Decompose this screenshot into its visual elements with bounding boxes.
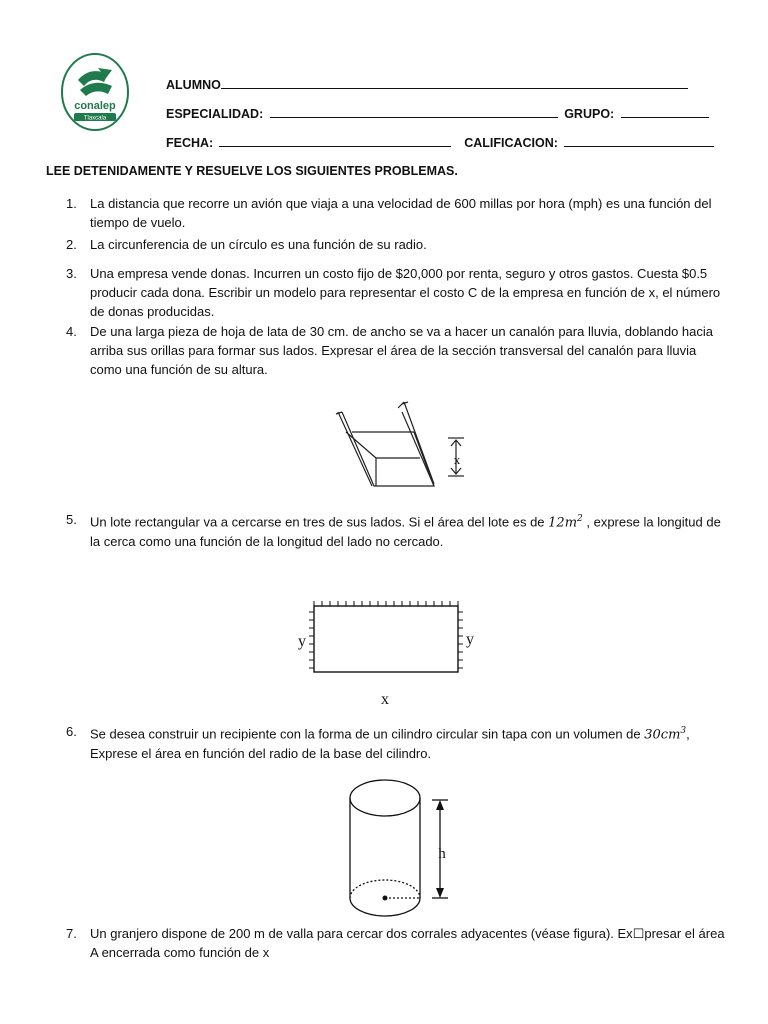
calificacion-label: CALIFICACION: bbox=[464, 136, 558, 150]
alumno-field[interactable] bbox=[221, 77, 688, 89]
cylinder-drawing bbox=[340, 774, 470, 920]
fecha-label: FECHA: bbox=[166, 136, 214, 150]
problem-number: 7. bbox=[66, 926, 77, 941]
problem-number: 4. bbox=[66, 324, 77, 339]
rectangle-figure bbox=[288, 592, 480, 710]
logo-subtitle: Tlaxcala bbox=[83, 115, 107, 122]
rect-left-label: y bbox=[298, 633, 306, 650]
gutter-height-label: x bbox=[453, 452, 461, 467]
area-exponent: 2 bbox=[577, 514, 583, 524]
volume-expression: 30cm bbox=[644, 727, 681, 743]
especialidad-row bbox=[166, 106, 709, 121]
alumno-row bbox=[166, 77, 688, 92]
conalep-logo bbox=[60, 52, 130, 132]
fecha-row bbox=[166, 135, 714, 150]
especialidad-label: ESPECIALIDAD: bbox=[166, 107, 264, 121]
problem-text: De una larga pieza de hoja de lata de 30 cm. de ancho se va a hacer un canalón para lluvia, doblando hacia arriba sus orillas para formar sus lados. Expresar el área de la sección transversal del canalón para lluvia como una función de su altura. bbox=[90, 324, 713, 377]
problem-number: 6. bbox=[66, 724, 77, 739]
problem-text bbox=[90, 722, 726, 763]
volume-exponent: 3 bbox=[680, 726, 687, 736]
problem-text-part: , Exprese el área en función del radio de la base del cilindro. bbox=[90, 726, 690, 762]
problem-text: La circunferencia de un círculo es una función de su radio. bbox=[90, 237, 427, 252]
rect-bottom-label: x bbox=[381, 691, 389, 708]
problem-text-part: , exprese la longitud de la cerca como una función de la longitud del lado no cercado. bbox=[90, 514, 721, 550]
especialidad-field[interactable] bbox=[270, 106, 558, 118]
problem-text: La distancia que recorre un avión que viaja a una velocidad de 600 millas por hora (mph) es una función del tiempo de vuelo. bbox=[90, 196, 712, 230]
calificacion-field[interactable] bbox=[564, 135, 714, 147]
grupo-label: GRUPO: bbox=[564, 107, 615, 121]
rectangle-drawing bbox=[288, 592, 480, 710]
problem-text: Un granjero dispone de 200 m de valla para cercar dos corrales adyacentes (véase figura). Ex☐presar el área A encerrada como función de x bbox=[90, 926, 725, 960]
grupo-field[interactable] bbox=[621, 106, 709, 118]
gutter-figure bbox=[330, 398, 470, 492]
conalep-logo-graphic bbox=[60, 52, 130, 132]
problem-number: 5. bbox=[66, 512, 77, 527]
cylinder-height-label: h bbox=[438, 846, 446, 862]
problem-text bbox=[90, 510, 726, 551]
problem-text-part: Un lote rectangular va a cercarse en tres de sus lados. Si el área del lote es de bbox=[90, 514, 549, 530]
gutter-drawing bbox=[330, 398, 470, 492]
problem-number: 1. bbox=[66, 196, 77, 211]
alumno-label: ALUMNO bbox=[166, 78, 221, 92]
problem-text-part: Se desea construir un recipiente con la forma de un cilindro circular sin tapa con un volumen de bbox=[90, 726, 645, 742]
area-expression: 12m bbox=[548, 515, 578, 531]
problem-text: Una empresa vende donas. Incurren un costo fijo de $20,000 por renta, seguro y otros gastos. Cuesta $0.5 producir cada dona. Escribir un modelo para representar el costo C de la empresa en función de x, el número de donas producidas. bbox=[90, 266, 721, 319]
cylinder-figure bbox=[340, 774, 470, 920]
instructions-heading: LEE DETENIDAMENTE Y RESUELVE LOS SIGUIENTES PROBLEMAS. bbox=[46, 164, 458, 178]
problem-number: 3. bbox=[66, 266, 77, 281]
rect-right-label: y bbox=[466, 631, 474, 648]
fecha-field[interactable] bbox=[219, 135, 451, 147]
logo-brand: conalep bbox=[74, 100, 116, 112]
problem-number: 2. bbox=[66, 237, 77, 252]
